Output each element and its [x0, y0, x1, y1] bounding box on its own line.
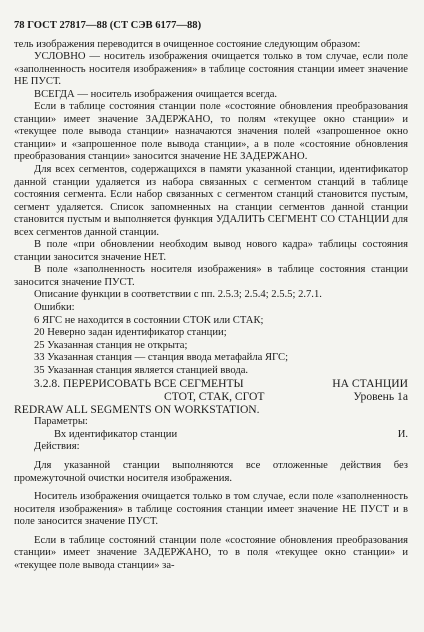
error-item: 33 Указанная станция — станция ввода метафайла ЯГС;: [34, 352, 289, 364]
paragraph-fullness: В поле «заполненность носителя изображения» в таблице состояния станции заносится значение ПУСТ.: [14, 264, 408, 288]
paragraph-transform-update: Если в таблице состояния станции поле «состояние обновления преобразования станции» имеет значение ЗАДЕРЖАНО, то полям «текущее окно станции» и «текущее поле вывода станции» назначаются значения полей «запрошенное окно станции» и «запрошенное поле вывода станции», а в поле «состояние обновления преобразования станции» заносится значение НЕ ЗАДЕРЖАНО.: [14, 101, 408, 163]
error-item: 6 ЯГС не находится в состоянии СТОК или СТАК;: [34, 314, 264, 326]
paragraph-deferred-actions: Для указанной станции выполняются все отложенные действия без промежуточной очистки носителя изображения.: [14, 459, 408, 484]
section-title-right: НА СТАНЦИИ: [332, 377, 408, 391]
actions-title: Действия:: [34, 441, 80, 453]
paragraph-always: ВСЕГДА — носитель изображения очищается всегда.: [34, 88, 278, 100]
error-item: 35 Указанная станция является станцией ввода.: [34, 364, 249, 376]
param-label: Вх идентификатор станции: [54, 428, 178, 440]
param-type: И.: [397, 428, 408, 440]
errors-title: Ошибки:: [34, 302, 75, 314]
paragraph-continuation: тель изображения переводится в очищенное состояние следующим образом:: [14, 38, 361, 50]
paragraph-conditional: УСЛОВНО — носитель изображения очищается только в том случае, если поле «заполненность носителя изображения» в таблице состояния станции имеет значение НЕ ПУСТ.: [14, 51, 408, 88]
param-row: [14, 429, 408, 442]
errors-list: [14, 315, 408, 378]
paragraph-description-refs: Описание функции в соответствии с пп. 2.5.3; 2.5.4; 2.5.5; 2.7.1.: [34, 289, 322, 301]
section-english-title: REDRAW ALL SEGMENTS ON WORKSTATION.: [14, 403, 260, 417]
section-heading: [14, 377, 408, 416]
error-item: 25 Указанная станция не открыта;: [34, 339, 188, 351]
section-level-label: Уровень 1а: [353, 390, 408, 404]
paragraph-segments: Для всех сегментов, содержащихся в памяти указанной станции, идентификатор данной станции удаляется из набора связанных с сегментом станций в таблице состояния сегмента. Если набор связанных с сегментом станций становится пустым, сегмент удаляется. Список запомненных на станции сегментов данной станции становится пустым и выполняется функция УДАЛИТЬ СЕГМЕНТ СО СТАНЦИИ для всех сегментов данной станции.: [14, 164, 408, 238]
paragraph-clear-surface: Носитель изображения очищается только в том случае, если поле «заполненность носителя изображения» в таблице состояния станции имеет значение НЕ ПУСТ и в поле заносится значение ПУСТ.: [14, 491, 408, 528]
section-number-title: 3.2.8. ПЕРЕРИСОВАТЬ ВСЕ СЕГМЕНТЫ: [34, 377, 244, 391]
paragraph-transform-update-2: Если в таблице состояний станции поле «состояние обновления преобразования станции» имеет значение ЗАДЕРЖАНО, то в поля «текущее окно станции» и «текущее поле вывода станции» за-: [14, 534, 408, 571]
params-title: Параметры:: [34, 416, 88, 428]
paragraph-new-frame: В поле «при обновлении необходим вывод нового кадра» таблицы состояния станции заносится значение НЕТ.: [14, 239, 408, 263]
section-levels: СТОТ, СТАК, СГОТ: [164, 390, 265, 404]
page-header: 78 ГОСТ 27817—88 (СТ СЭВ 6177—88): [14, 20, 202, 31]
error-item: 20 Неверно задан идентификатор станции;: [34, 327, 227, 339]
